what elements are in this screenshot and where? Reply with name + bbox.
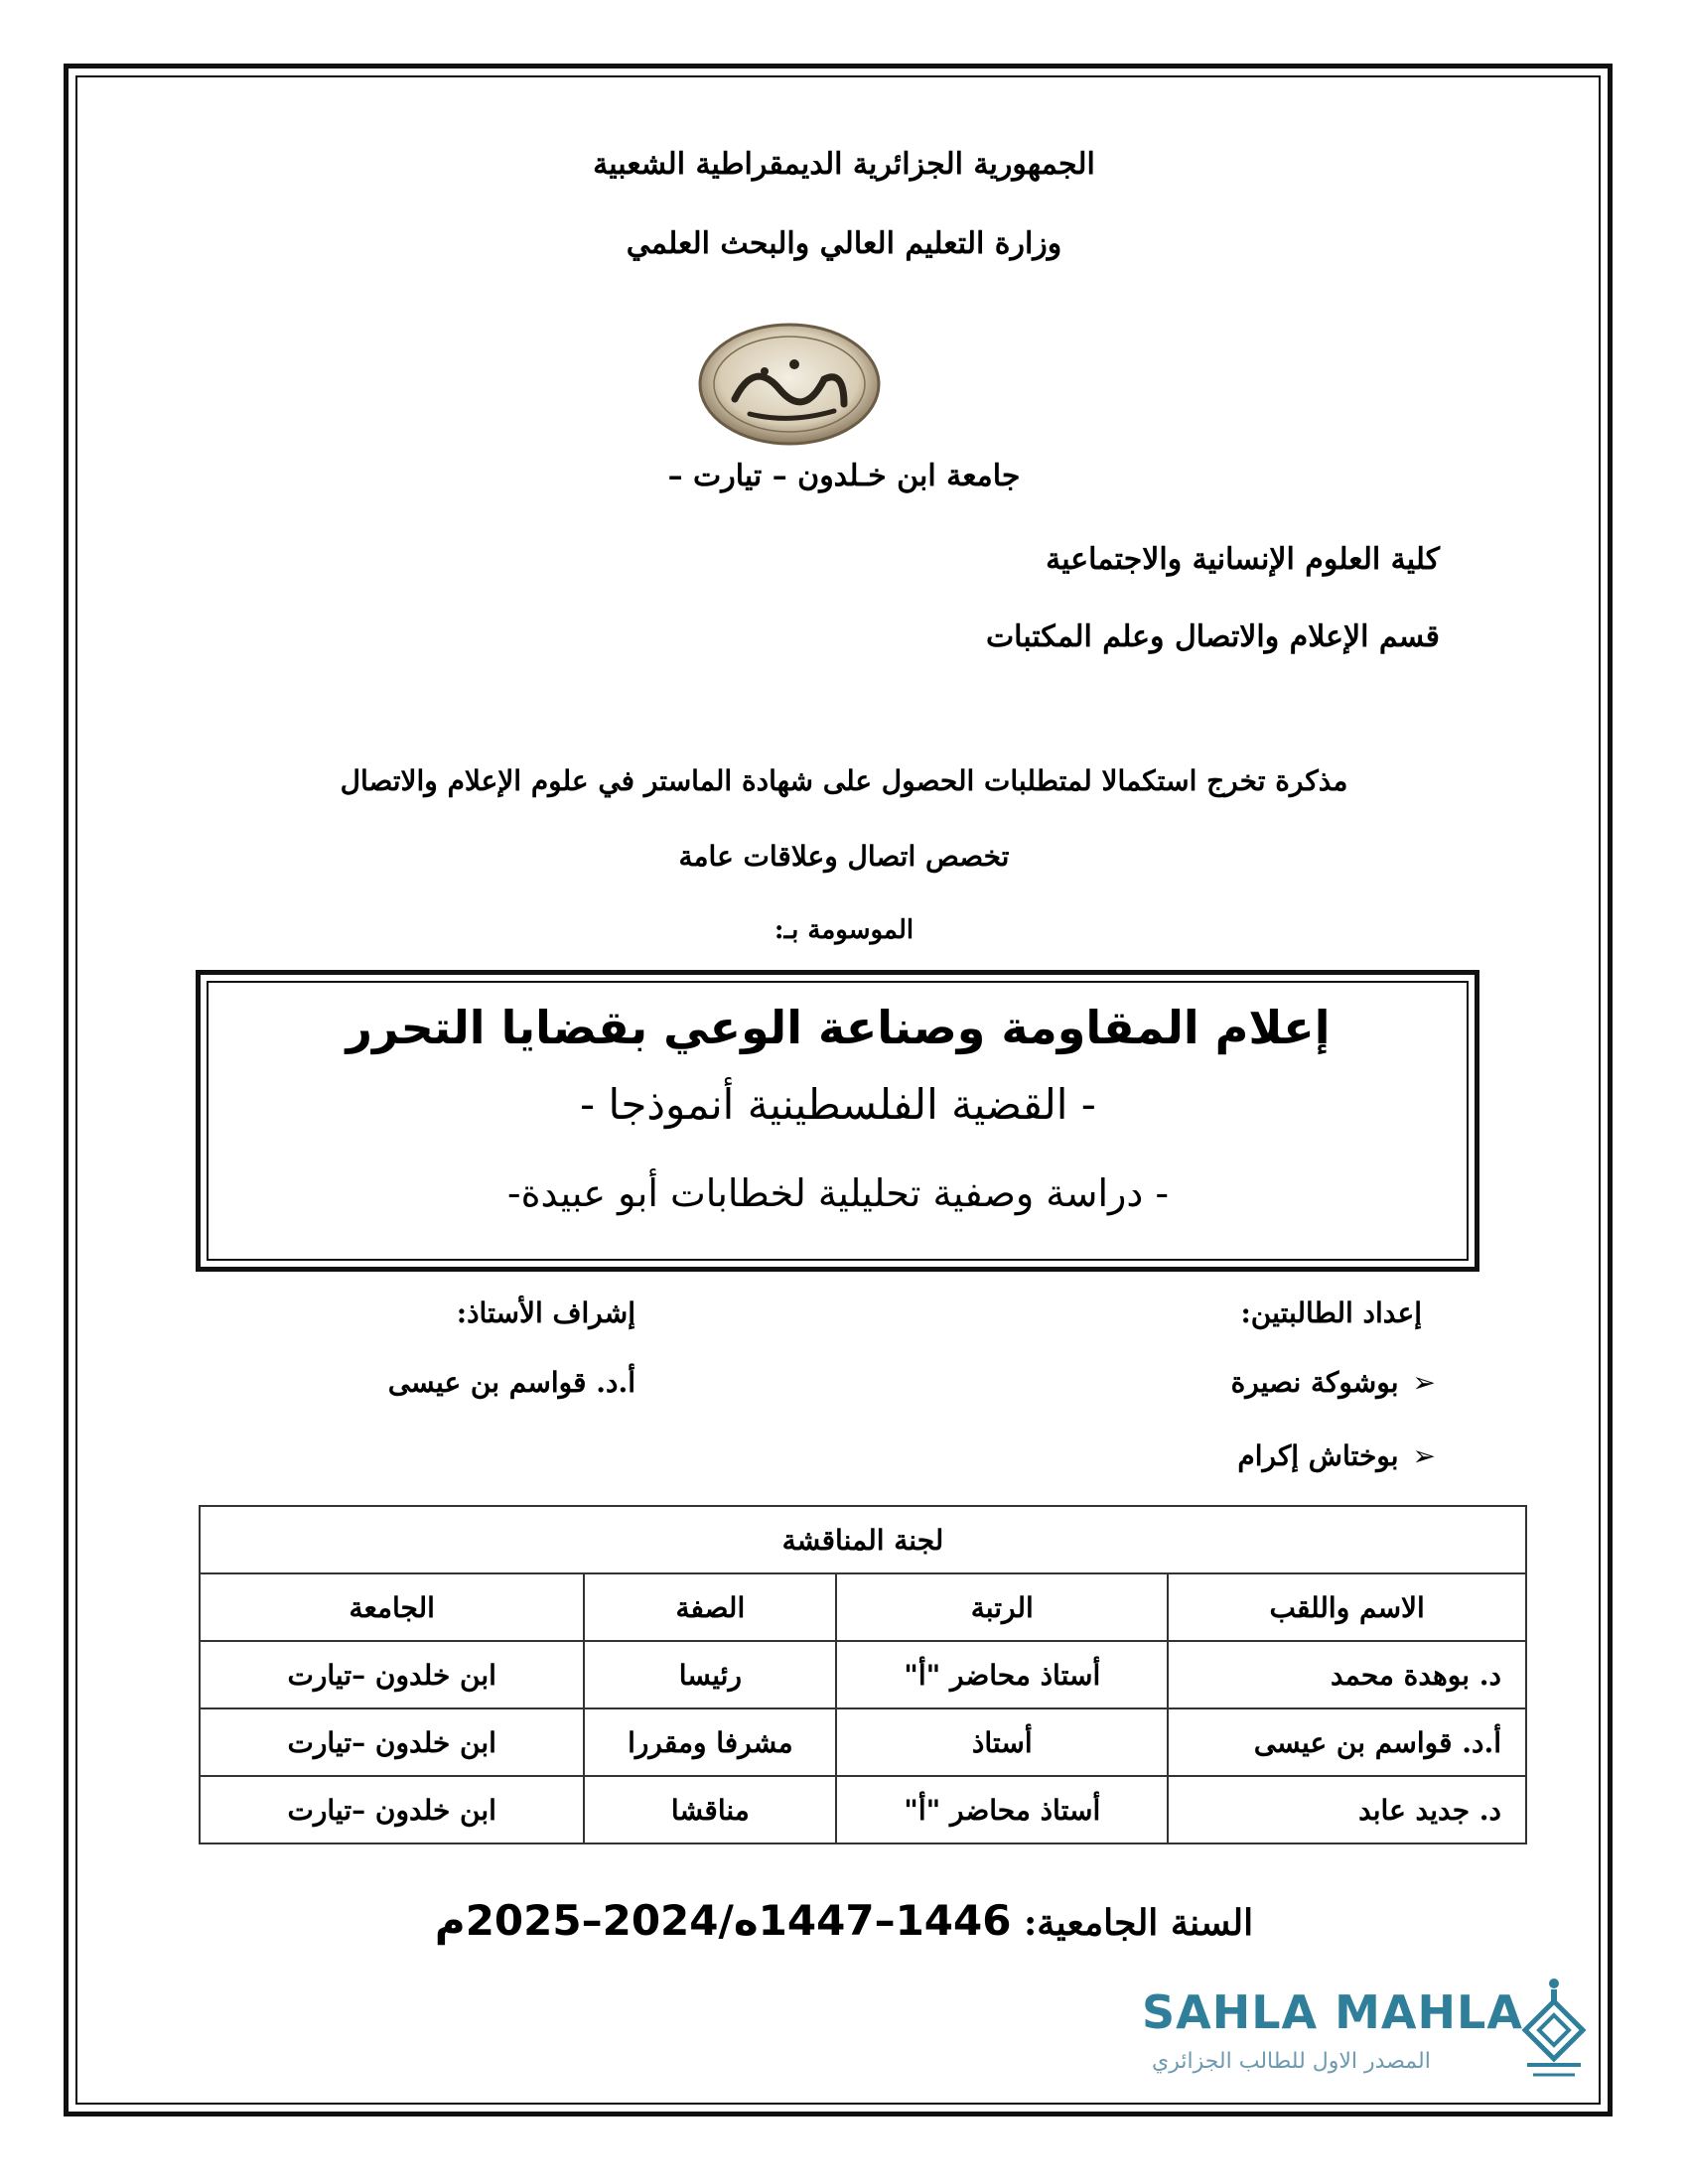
department-name: قسم الإعلام والاتصال وعلم المكتبات bbox=[985, 619, 1440, 654]
student-name: بوختاش إكرام bbox=[1237, 1439, 1399, 1472]
thesis-subtitle: - القضية الفلسطينية أنموذجا - bbox=[580, 1080, 1096, 1129]
academic-year-label: السنة الجامعية: bbox=[1024, 1902, 1254, 1944]
academic-year-value: 1446–1447ه/2024–2025م bbox=[434, 1896, 1012, 1945]
watermark-brand-block bbox=[1142, 1985, 1523, 2039]
student-item bbox=[1237, 1439, 1436, 1472]
thesis-study-type: - دراسة وصفية تحليلية لخطابات أبو عبيدة- bbox=[506, 1171, 1170, 1215]
jury-table bbox=[199, 1505, 1527, 1844]
jury-member-rank: أستاذ محاضر "أ" bbox=[836, 1776, 1168, 1843]
watermark-brand: SAHLA MAHLA bbox=[1142, 1985, 1523, 2039]
university-logo bbox=[695, 320, 884, 449]
academic-year bbox=[397, 1896, 1291, 1945]
faculty-name: كلية العلوم الإنسانية والاجتماعية bbox=[1046, 542, 1440, 577]
column-header: الاسم واللقب bbox=[1168, 1573, 1526, 1641]
memo-specialty: تخصص اتصال وعلاقات عامة bbox=[678, 840, 1010, 873]
column-header: الجامعة bbox=[200, 1573, 584, 1641]
jury-title: لجنة المناقشة bbox=[200, 1506, 1526, 1573]
memo-titled: الموسومة بـ: bbox=[774, 915, 914, 945]
column-header: الصفة bbox=[584, 1573, 836, 1641]
arrow-bullet-icon: ➢ bbox=[1412, 1366, 1436, 1399]
supervisor-name: أ.د. قواسم بن عيسى bbox=[387, 1366, 635, 1399]
jury-member-name: د. جديد عابد bbox=[1168, 1776, 1526, 1843]
jury-member-university: ابن خلدون –تيارت bbox=[200, 1776, 584, 1843]
jury-member-role: رئيسا bbox=[584, 1641, 836, 1708]
ministry-heading: وزارة التعليم العالي والبحث العلمي bbox=[626, 226, 1062, 261]
watermark-tagline: المصدر الاول للطالب الجزائري bbox=[1152, 2049, 1431, 2074]
jury-header-row bbox=[200, 1573, 1526, 1641]
thesis-title: إعلام المقاومة وصناعة الوعي بقضايا التحرر bbox=[346, 1001, 1331, 1054]
students-label: إعداد الطالبتين: bbox=[1240, 1297, 1422, 1329]
supervisor-label: إشراف الأستاذ: bbox=[456, 1297, 635, 1329]
republic-heading: الجمهورية الجزائرية الديمقراطية الشعبية bbox=[593, 147, 1095, 182]
jury-member-rank: أستاذ bbox=[836, 1708, 1168, 1776]
jury-member-university: ابن خلدون –تيارت bbox=[200, 1708, 584, 1776]
table-row bbox=[200, 1641, 1526, 1708]
table-row bbox=[200, 1708, 1526, 1776]
arrow-bullet-icon: ➢ bbox=[1412, 1439, 1436, 1472]
jury-title-row bbox=[200, 1506, 1526, 1573]
university-name: جامعة ابن خـلدون – تيارت – bbox=[667, 459, 1021, 493]
jury-member-role: مشرفا ومقررا bbox=[584, 1708, 836, 1776]
column-header: الرتبة bbox=[836, 1573, 1168, 1641]
watermark-logo-icon bbox=[1521, 1976, 1587, 2089]
jury-member-name: أ.د. قواسم بن عيسى bbox=[1168, 1708, 1526, 1776]
jury-member-role: مناقشا bbox=[584, 1776, 836, 1843]
table-row bbox=[200, 1776, 1526, 1843]
jury-member-university: ابن خلدون –تيارت bbox=[200, 1641, 584, 1708]
student-name: بوشوكة نصيرة bbox=[1230, 1366, 1399, 1399]
memo-purpose: مذكرة تخرج استكمالا لمتطلبات الحصول على شهادة الماستر في علوم الإعلام والاتصال bbox=[340, 764, 1348, 797]
student-item bbox=[1231, 1366, 1436, 1399]
jury-member-name: د. بوهدة محمد bbox=[1168, 1641, 1526, 1708]
jury-member-rank: أستاذ محاضر "أ" bbox=[836, 1641, 1168, 1708]
